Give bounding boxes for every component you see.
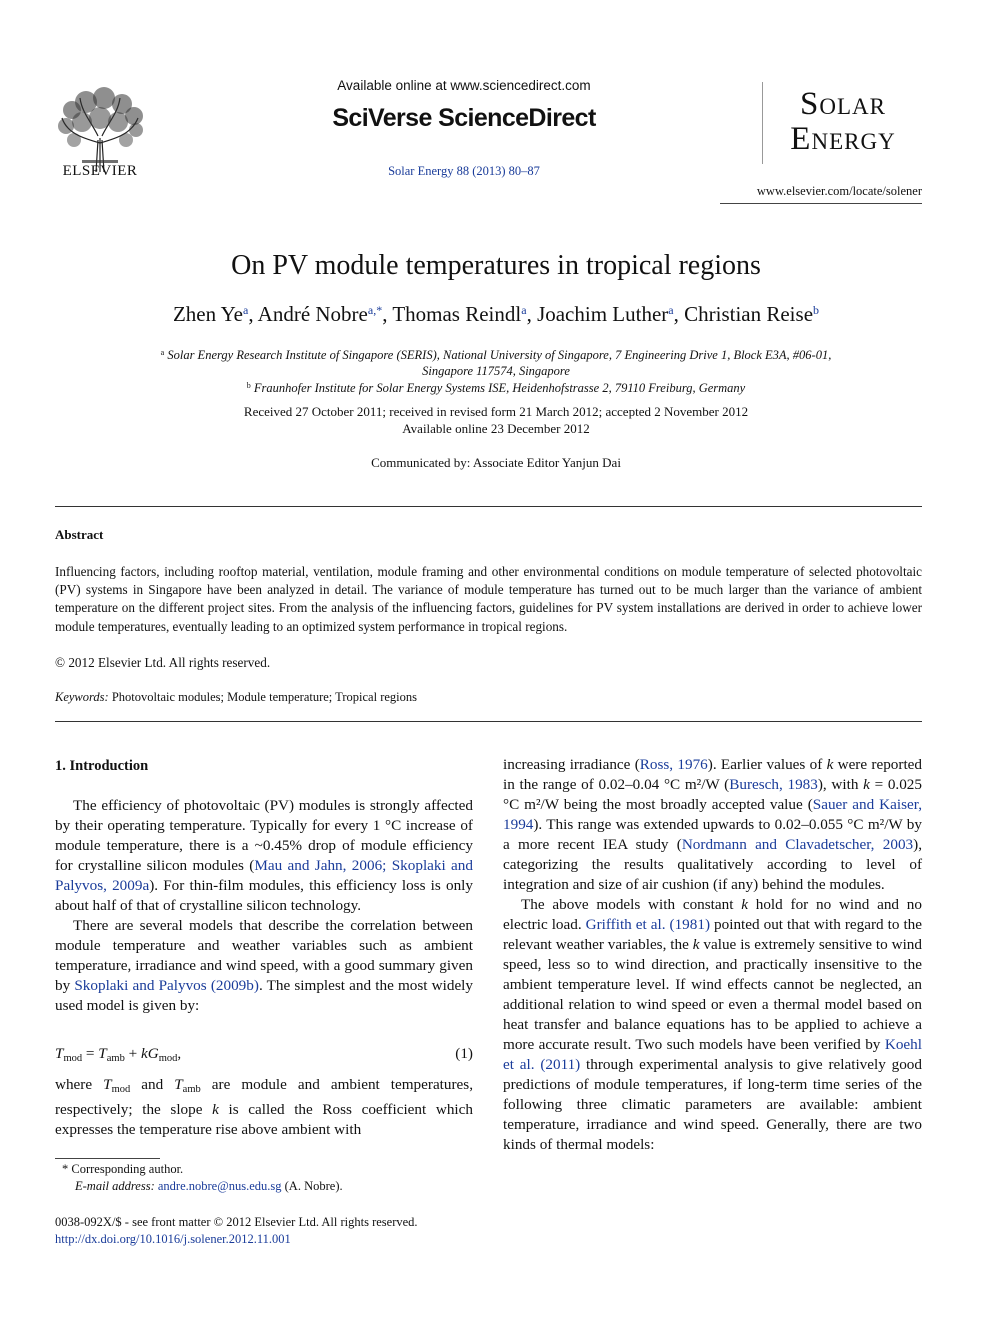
eq-symbol: T	[98, 1045, 107, 1062]
paragraph-text: ), with	[817, 776, 864, 793]
eq-symbol: k	[212, 1101, 219, 1118]
eq-symbol: T	[103, 1076, 112, 1093]
doi-link[interactable]: http://dx.doi.org/10.1016/j.solener.2012.11.001	[55, 1232, 291, 1246]
abstract-bottom-divider	[55, 721, 922, 722]
paragraph	[503, 895, 922, 1155]
author-separator: ,	[248, 302, 258, 326]
paragraph-text: ). This range was extended upwards to 0.02–0.055 °C m²/W by a more recent IEA study (	[503, 816, 922, 853]
author-affiliation-mark[interactable]: b	[813, 303, 820, 317]
journal-logo	[762, 82, 923, 164]
left-column-paragraphs	[55, 796, 473, 1016]
eq-subscript: amb	[182, 1084, 201, 1095]
author-separator: ,	[526, 302, 538, 326]
communicated-by: Communicated by: Associate Editor Yanjun Dai	[371, 455, 621, 470]
eq-symbol: T	[55, 1045, 64, 1062]
abstract-heading: Abstract	[55, 527, 104, 542]
right-column-paragraphs	[503, 755, 922, 1155]
eq-punct: ,	[177, 1045, 182, 1062]
eq-operator: +	[124, 1045, 141, 1062]
available-online-text: Available online at www.sciencedirect.com	[337, 78, 591, 93]
paragraph-text: pointed out that with regard to the relevant weather variables, the	[503, 916, 923, 953]
article-title: On PV module temperatures in tropical regions	[231, 250, 761, 281]
abstract-top-divider	[55, 506, 922, 507]
paragraph-text: and	[130, 1076, 175, 1093]
equation-1	[55, 1045, 473, 1064]
eq-symbol: k	[141, 1045, 148, 1062]
platform-logo: SciVerse ScienceDirect	[332, 104, 596, 132]
author-list	[0, 302, 992, 327]
corresponding-author-note: * Corresponding author.	[62, 1162, 184, 1176]
email-label: E-mail address:	[75, 1179, 155, 1193]
eq-symbol: k	[741, 896, 748, 913]
paragraph	[55, 916, 473, 1016]
author-affiliation-mark[interactable]: a	[242, 303, 249, 317]
author-name: Christian Reise	[684, 302, 814, 326]
paragraph-text: ). For thin-film modules, this efficiency loss is only about half of that of crystalline silicon technology.	[55, 877, 473, 914]
paragraph-text: through experimental analysis to give relatively good predictions of module temperatures, if long-term time series of the following three climatic parameters are available: ambient temperature, irradiance and wind speed. Generally, there are two kinds of thermal models:	[503, 1056, 922, 1153]
journal-logo-line1: Solar	[800, 86, 886, 122]
eq-subscript: mod	[63, 1053, 83, 1064]
available-online-date: Available online 23 December 2012	[402, 421, 590, 436]
author-name: Joachim Luther	[537, 302, 669, 326]
paragraph-text: were reported in the range of 0.02–0.04 °C m²/W (	[503, 756, 922, 793]
paragraph	[55, 1075, 473, 1140]
paragraph-text: where	[55, 1076, 104, 1093]
citation-link[interactable]: Mau and Jahn, 2006; Skoplaki and Palyvos, 2009a	[55, 857, 473, 894]
paragraph-text: ), categorizing the results qualitatively according to level of integration and size of air cushion (if any) behind the modules.	[503, 836, 922, 893]
abstract-copyright: © 2012 Elsevier Ltd. All rights reserved.	[55, 655, 271, 670]
paragraph-text: . The simplest and the most widely used model is given by:	[55, 977, 473, 1014]
footnote-divider	[55, 1158, 160, 1159]
eq-subscript: mod	[111, 1084, 131, 1095]
citation-link[interactable]: Griffith et al. (1981)	[585, 916, 711, 933]
author-name: Zhen Ye	[172, 302, 243, 326]
keywords	[55, 690, 417, 705]
email-link[interactable]: andre.nobre@nus.edu.sg	[157, 1179, 282, 1193]
author-affiliation-mark[interactable]: a	[521, 303, 527, 317]
eq-symbol: k	[863, 776, 870, 793]
abstract-text: Influencing factors, including rooftop material, ventilation, module framing and other environmental conditions on module temperature of selected photovoltaic (PV) systems in Singapore have been analyzed in detail. The variance of module temperature has turned out to be much larger than the variance of ambient temperature on the different project sites. From the analysis of the influencing factors, guidelines for PV system installations are derived in order to achieve lower module temperatures, eventually leading to an optimized system performance in tropical regions.	[55, 564, 922, 634]
citation-link[interactable]: Buresch, 1983	[729, 776, 818, 793]
citation-link[interactable]: Ross, 1976	[639, 756, 708, 773]
email-footnote	[75, 1179, 343, 1194]
eq-subscript: amb	[106, 1053, 125, 1064]
eq-symbol: T	[174, 1076, 183, 1093]
email-owner: (A. Nobre).	[281, 1179, 343, 1193]
paragraph-text: ). Earlier values of	[707, 756, 827, 773]
left-column-continuation	[55, 1075, 473, 1140]
paragraph-text: The efficiency of photovoltaic (PV) modules is strongly affected by their operating temperature. Typically for every 1 °C increase of module temperature, there is a ~0.45% drop of module efficiency for crystalline silicon modules (	[55, 797, 473, 874]
author-affiliation-mark[interactable]: a,*	[367, 303, 383, 317]
affiliation-a-line2: Singapore 117574, Singapore	[422, 364, 570, 378]
journal-logo-line2: Energy	[790, 121, 896, 157]
author-name: Thomas Reindl	[392, 302, 522, 326]
eq-symbol: k	[826, 756, 834, 773]
paragraph-text: is called the Ross coefficient which expresses the temperature rise above ambient with	[55, 1101, 473, 1138]
journal-reference-link[interactable]: Solar Energy 88 (2013) 80–87	[388, 164, 540, 178]
affiliation-b-text: Fraunhofer Institute for Solar Energy Systems ISE, Heidenhofstrasse 2, 79110 Freiburg, Germany	[253, 381, 746, 395]
affiliation-mark: b	[246, 381, 251, 390]
paragraph-text: are module and ambient temperatures, respectively; the slope	[55, 1076, 473, 1118]
author-name: André Nobre	[257, 302, 368, 326]
affiliation-a	[95, 345, 897, 379]
author-affiliation-mark[interactable]: a	[668, 303, 674, 317]
citation-link[interactable]: Nordmann and Clavadetscher, 2003	[681, 836, 914, 853]
paragraph	[503, 755, 922, 895]
section-heading: 1. Introduction	[55, 758, 149, 774]
header-divider	[720, 203, 922, 204]
received-dates: Received 27 October 2011; received in revised form 21 March 2012; accepted 2 November 2012	[243, 404, 749, 419]
citation-link[interactable]: Koehl et al. (2011)	[503, 1036, 922, 1073]
eq-subscript: mod	[158, 1053, 178, 1064]
keywords-list: Photovoltaic modules; Module temperature; Tropical regions	[111, 690, 417, 704]
paragraph-text: increasing irradiance (	[503, 756, 640, 773]
affiliation-a-line1: Solar Energy Research Institute of Singapore (SERIS), National University of Singapore, 7 Engineering Drive 1, Block E3A, #06-01,	[167, 348, 832, 362]
paragraph-text: = 0.025 °C m²/W being the most broadly accepted value (	[503, 776, 922, 813]
paragraph-text: value is extremely sensitive to wind speed, less so to wind direction, and practically insensitive to the ambient temperature level. If wind effects cannot be neglected, an additional relation to wind speed or even a thermal model based on heat transfer and balance equations has to be applied to achieve a more accurate result. Two such models have been verified by	[503, 936, 922, 1053]
keywords-label: Keywords:	[55, 690, 109, 704]
author-separator: ,	[673, 302, 685, 326]
paragraph-text: There are several models that describe the correlation between module temperature and weather variables such as ambient temperature, irradiance and wind speed, with a good summary given by	[55, 917, 473, 994]
author-separator: ,	[382, 302, 393, 326]
equation-number: (1)	[455, 1045, 473, 1062]
issn-line: 0038-092X/$ - see front matter © 2012 Elsevier Ltd. All rights reserved.	[55, 1215, 418, 1229]
eq-symbol: G	[147, 1045, 159, 1062]
publisher-name: ELSEVIER	[62, 163, 138, 179]
paragraph-text: The above models with constant	[521, 896, 742, 913]
eq-symbol: k	[692, 936, 700, 953]
paragraph	[55, 796, 473, 916]
affiliation-mark: a	[160, 348, 165, 357]
journal-url: www.elsevier.com/locate/solener	[756, 184, 922, 198]
affiliation-b	[95, 378, 897, 396]
citation-link[interactable]: Sauer and Kaiser, 1994	[503, 796, 922, 833]
paragraph-text: hold for no wind and no electric load.	[503, 896, 922, 933]
eq-operator: =	[82, 1045, 99, 1062]
citation-link[interactable]: Skoplaki and Palyvos (2009b)	[74, 977, 259, 994]
